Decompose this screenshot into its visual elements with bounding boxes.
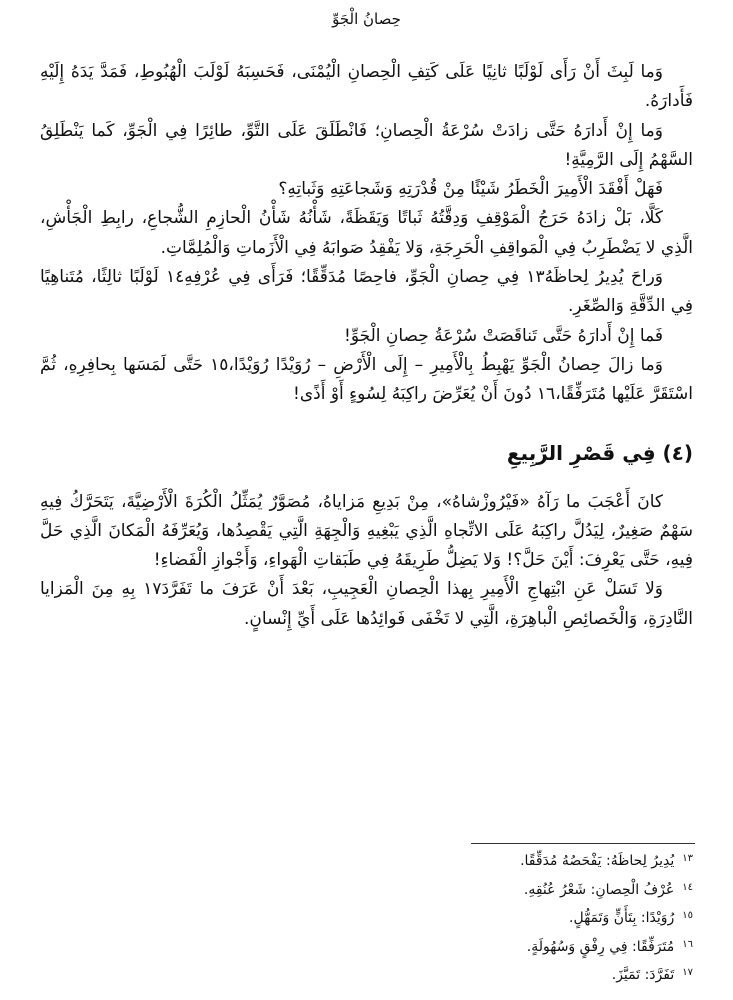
paragraph: فَما إِنْ أَدارَهُ حَتَّى تَناقَصَتْ سُرْعَةُ حِصانِ الْجَوِّ! — [344, 325, 663, 346]
footnote-number: ١٦ — [682, 938, 693, 950]
paragraph: وَما لَبِثَ أَنْ رَأَى لَوْلَبًا ثانِيًا عَلَى كَتِفِ الْحِصانِ الْيُمْنَى، فَحَسِبَهُ لَوْلَبَ الْهُبُوطِ، فَمَدَّ يَدَهُ إِلَيْهِ فَأَدارَهُ. — [40, 62, 693, 112]
footnote-item — [40, 846, 693, 875]
footnote-item — [40, 875, 693, 904]
footnote-item — [40, 932, 693, 961]
paragraph: وَراحَ يُدِيرُ لِحاظَهُ١٣ فِي حِصانِ الْجَوِّ، فاحِصًا مُدَقِّقًا؛ فَرَأَى فِي عُرْفِهِ١٤ لَوْلَبًا ثالِثًا، مُتَناهِيًا فِي الدِّقَّةِ وَالصِّغَرِ. — [40, 267, 693, 317]
paragraph: كانَ أَعْجَبَ ما رَآهُ «فَيْرُوزْشاهُ»، مِنْ بَدِيعِ مَزاياهُ، مُصَوَّرٌ يُمَثِّلُ الْكُرَةَ الْأَرْضِيَّةَ، يَتَحَرَّكُ فِيهِ سَهْمٌ صَغِيرٌ، لِيَدُلَّ راكِبَهُ عَلَى الاتِّجاهِ الَّذِي يَبْغِيهِ وَالْجِهَةِ الَّتِي يَقْصِدُها، وَيُعَرِّفَهُ الْمَكانَ الَّذِي حَلَّ فِيهِ، حَتَّى يَعْرِفَ: أَيْنَ حَلَّ؟! وَلا يَضِلُّ طَرِيقَهُ فِي طَبَقاتِ الْهَواءِ، وَأَجْوازِ الْفَضاءِ! — [40, 491, 693, 571]
footnote-item — [40, 903, 693, 932]
footnotes — [40, 846, 693, 989]
footnote-item — [40, 960, 693, 989]
main-text — [40, 58, 693, 634]
footnote-text: مُتَرَفِّقًا: فِي رِفْقٍ وَسُهُولَةٍ. — [526, 938, 675, 955]
footnote-number: ١٥ — [682, 910, 693, 922]
running-header: حِصانُ الْجَوِّ — [332, 10, 401, 28]
footnote-number: ١٤ — [682, 881, 693, 893]
paragraph: فَهَلْ أَفْقَدَ الْأَمِيرَ الْخَطَرُ شَيْئًا مِنْ قُدْرَتِهِ وَشَجاعَتِهِ وَثَباتِهِ؟ — [278, 179, 663, 200]
footnote-divider — [471, 843, 695, 844]
paragraph: كَلَّا، بَلْ زادَهُ حَرَجُ الْمَوْقِفِ وَدِقَّتُهُ ثَباتًا وَيَقَظَةً، شَأْنُهُ شَأْنُ الْحازِمِ الشُّجاعِ، رابِطِ الْجَأْشِ، الَّذِي لا يَضْطَرِبُ فِي الْمَواقِفِ الْحَرِجَةِ، وَلا يَفْقِدُ صَوابَهُ فِي الْأَزَماتِ وَالْمُلِمَّاتِ. — [40, 208, 693, 258]
paragraph: وَلا تَسَلْ عَنِ ابْتِهاجِ الْأَمِيرِ بِهذا الْحِصانِ الْعَجِيبِ، بَعْدَ أَنْ عَرَفَ ما تَفَرَّدَ١٧ بِهِ مِنَ الْمَزايا النَّادِرَةِ، وَالْخَصائِصِ الْباهِرَةِ، الَّتِي لا تَخْفَى فَوائِدُها عَلَى أَيِّ إِنْسانٍ. — [40, 579, 693, 629]
footnote-text: تَفَرَّدَ: تَمَيَّزَ. — [611, 967, 675, 984]
footnote-text: رُوَيْدًا: بِتَأَنٍّ وَتَمَهُّلٍ. — [569, 910, 675, 927]
paragraph: وَما زالَ حِصانُ الْجَوِّ يَهْبِطُ بِالْأَمِيرِ – إِلَى الْأَرْضِ – رُوَيْدًا رُوَيْدًا،١٥ حَتَّى لَمَسَها بِحافِرِهِ، ثُمَّ اسْتَقَرَّ عَلَيْها مُتَرَفِّقًا،١٦ دُونَ أَنْ يُعَرِّضَ راكِبَهُ لِسُوءٍ أَوْ أَذًى! — [40, 354, 693, 405]
footnote-number: ١٧ — [682, 967, 693, 979]
section-heading: (٤) فِي قَصْرِ الرَّبِيعِ — [506, 440, 693, 465]
paragraph: وَما إِنْ أَدارَهُ حَتَّى زادَتْ سُرْعَةُ الْحِصانِ؛ فَانْطَلَقَ عَلَى التَّوِّ، طائِرًا فِي الْجَوِّ، كَما يَنْطَلِقُ السَّهْمُ إِلَى الرَّمِيَّةِ! — [40, 120, 693, 170]
footnote-number: ١٣ — [682, 853, 693, 864]
footnote-text: عُرْفُ الْحِصانِ: شَعْرُ عُنُقِهِ. — [523, 881, 675, 898]
footnote-text: يُدِيرُ لِحاظَهُ: يَفْحَصُهُ مُدَقِّقًا. — [520, 853, 675, 869]
